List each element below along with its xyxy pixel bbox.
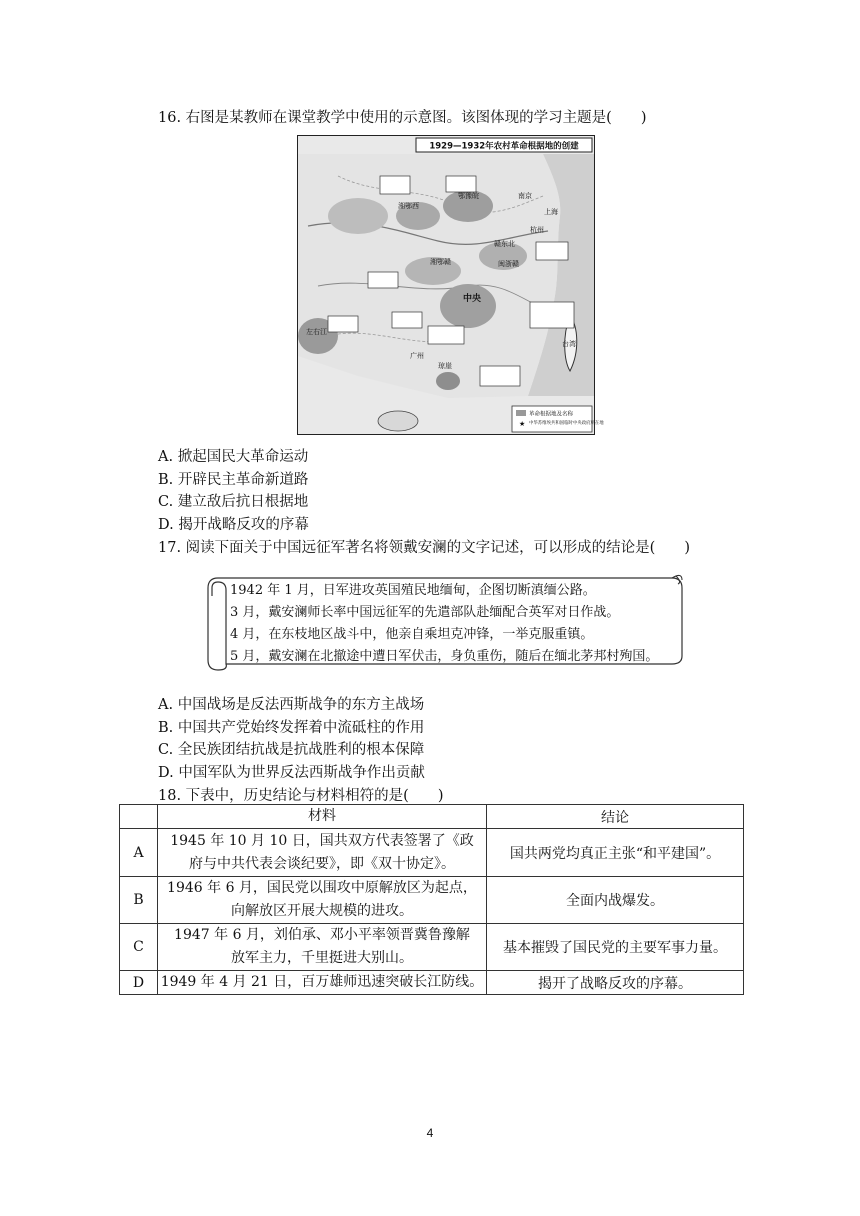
svg-text:台湾: 台湾 — [562, 340, 576, 348]
q16-option-b: B. 开辟民主革命新道路 — [158, 472, 309, 488]
question-18-stem: 18. 下表中，历史结论与材料相符的是( ) — [158, 788, 444, 804]
table-header-row — [120, 805, 744, 829]
table-header: 材料 — [158, 805, 487, 829]
row-material: 1949 年 4 月 21 日，百万雄师迅速突破长江防线。 — [158, 971, 487, 995]
scroll-line: 3 月，戴安澜师长率中国远征军的先遣部队赴缅配合英军对日作战。 — [230, 605, 620, 620]
row-material: 1947 年 6 月，刘伯承、邓小平率领晋冀鲁豫解 放军主力，千里挺进大别山。 — [158, 924, 487, 971]
table-row — [120, 971, 744, 995]
question-17-stem: 17. 阅读下面关于中国远征军著名将领戴安澜的文字记述，可以形成的结论是( ) — [158, 540, 690, 556]
scroll-line: 1942 年 1 月，日军进攻英国殖民地缅甸，企图切断滇缅公路。 — [230, 583, 596, 598]
history-table — [119, 804, 744, 995]
svg-text:左右江: 左右江 — [306, 328, 327, 336]
svg-text:杭州: 杭州 — [530, 226, 544, 234]
q17-option-a: A. 中国战场是反法西斯战争的东方主战场 — [158, 697, 425, 713]
svg-text:琼崖: 琼崖 — [438, 362, 452, 370]
svg-text:南京: 南京 — [518, 192, 532, 200]
map-legend-capital: 中华苏维埃共和国临时中央政府所在地 — [529, 421, 604, 426]
q16-option-c: C. 建立敌后抗日根据地 — [158, 494, 309, 510]
map-figure — [297, 135, 604, 435]
svg-text:闽浙赣: 闽浙赣 — [498, 260, 519, 268]
row-material: 1946 年 6 月，国民党以围攻中原解放区为起点， 向解放区开展大规模的进攻。 — [158, 877, 487, 924]
row-letter: D — [120, 971, 158, 995]
map-title: 1929—1932年农村革命根据地的创建 — [429, 141, 579, 152]
row-conclusion: 基本摧毁了国民党的主要军事力量。 — [487, 924, 744, 971]
row-conclusion: 全面内战爆发。 — [487, 877, 744, 924]
svg-text:鄂豫皖: 鄂豫皖 — [458, 192, 479, 200]
table-header — [120, 805, 158, 829]
svg-text:上海: 上海 — [544, 208, 558, 216]
table-row — [120, 877, 744, 924]
question-16-stem: 16. 右图是某教师在课堂教学中使用的示意图。该图体现的学习主题是( ) — [158, 110, 647, 126]
scroll-line: 4 月，在东枝地区战斗中，他亲自乘坦克冲锋，一举克服重镇。 — [230, 627, 594, 642]
q17-option-d: D. 中国军队为世界反法西斯战争作出贡献 — [158, 765, 425, 781]
row-conclusion: 揭开了战略反攻的序幕。 — [487, 971, 744, 995]
row-letter: C — [120, 924, 158, 971]
q16-option-a: A. 掀起国民大革命运动 — [158, 449, 309, 465]
star-icon: ★ — [519, 420, 526, 428]
row-letter: A — [120, 829, 158, 877]
map-svg — [298, 136, 604, 434]
table-row — [120, 829, 744, 877]
row-conclusion: 国共两党均真正主张“和平建国”。 — [487, 829, 744, 877]
map-legend-bases: 革命根据地及名称 — [529, 411, 574, 418]
svg-text:湘鄂赣: 湘鄂赣 — [430, 258, 451, 266]
q16-option-d: D. 揭开战略反攻的序幕 — [158, 517, 309, 533]
q17-option-c: C. 全民族团结抗战是抗战胜利的根本保障 — [158, 742, 425, 758]
table-header: 结论 — [487, 805, 744, 829]
q17-option-b: B. 中国共产党始终发挥着中流砥柱的作用 — [158, 720, 425, 736]
scroll-line: 5 月，戴安澜在北撤途中遭日军伏击，身负重伤，随后在缅北茅邦村殉国。 — [230, 649, 659, 664]
page-number: 4 — [426, 1126, 434, 1140]
row-letter: B — [120, 877, 158, 924]
svg-text:中央: 中央 — [463, 294, 482, 304]
svg-text:广州: 广州 — [410, 352, 424, 360]
row-material: 1945 年 10 月 10 日，国共双方代表签署了《政 府与中共代表会谈纪要》，即《双十协定》。 — [158, 829, 487, 877]
table-row — [120, 924, 744, 971]
svg-text:湘鄂西: 湘鄂西 — [398, 202, 419, 210]
svg-text:赣东北: 赣东北 — [494, 240, 515, 248]
scroll-text — [230, 580, 658, 668]
